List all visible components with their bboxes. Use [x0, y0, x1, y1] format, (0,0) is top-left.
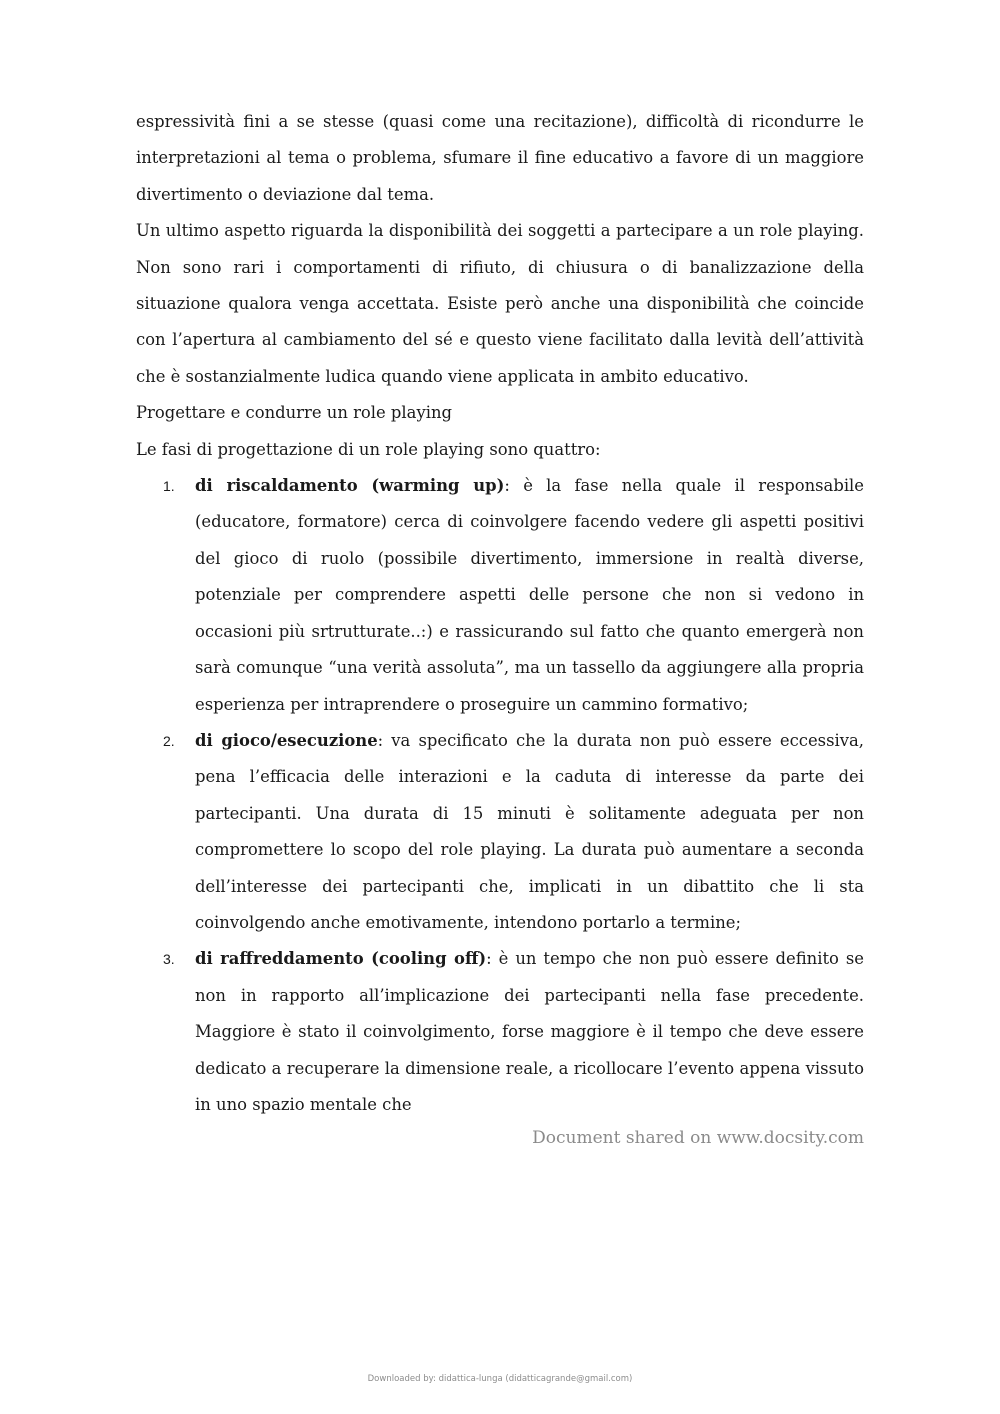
download-note: Downloaded by: didattica-lunga (didatticagrande@gmail.com) [367, 1374, 633, 1384]
list-item [136, 941, 864, 1123]
page-body [136, 104, 864, 1123]
section-heading: Progettare e condurre un role playing [136, 403, 452, 423]
phase-description: : va specificato che la durata non può essere eccessiva, pena l’efficacia delle interazioni e la caduta di interesse da parte dei partecipanti. Una durata di 15 minuti è solitamente adeguata per non compromettere lo scopo del role playing. La durata può aumentare a seconda dell’interesse dei partecipanti che, implicati in un dibattito che li sta coinvolgendo anche emotivamente, intendono portarlo a termine; [195, 730, 864, 932]
paragraph-phases-intro: Le fasi di progettazione di un role playing sono quattro: [136, 439, 601, 459]
list-item [136, 723, 864, 941]
list-marker: 2. [163, 732, 175, 749]
phase-term: di riscaldamento (warming up) [195, 476, 505, 496]
paragraph-intro-continuation: espressività fini a se stesse (quasi come una recitazione), difficoltà di ricondurre le interpretazioni al tema o problema, sfumare il fine educativo a favore di un maggiore divertimento o deviazione dal tema. [136, 112, 864, 204]
list-marker: 1. [163, 478, 175, 495]
phase-description: : è un tempo che non può essere definito se non in rapporto all’implicazione dei partecipanti nella fase precedente. Maggiore è stato il coinvolgimento, forse maggiore è il tempo che deve essere dedicato a recuperare la dimensione reale, a ricollocare l’evento appena vissuto in uno spazio mentale che [195, 949, 864, 1114]
phases-list [136, 468, 864, 1123]
phase-term: di raffreddamento (cooling off) [195, 949, 487, 969]
phase-term: di gioco/esecuzione [195, 730, 378, 750]
list-item [136, 468, 864, 723]
paragraph-availability: Un ultimo aspetto riguarda la disponibilità dei soggetti a partecipare a un role playing. Non sono rari i comportamenti di rifiuto, di chiusura o di banalizzazione della situazione qualora venga accettata. Esiste però anche una disponibilità che coincide con l’apertura al cambiamento del sé e questo viene facilitato dalla levità dell’attività che è sostanzialmente ludica quando viene applicata in ambito educativo. [136, 221, 864, 386]
list-marker: 3. [163, 951, 175, 968]
phase-description: : è la fase nella quale il responsabile (educatore, formatore) cerca di coinvolgere facendo vedere gli aspetti positivi del gioco di ruolo (possibile divertimento, immersione in realtà diverse, potenziale per comprendere aspetti delle persone che non si vedono in occasioni più srtrutturate..:) e rassicurando sul fatto che quanto emergerà non sarà comunque “una verità assoluta”, ma un tassello da aggiungere alla propria esperienza per intraprendere o proseguire un cammino formativo; [195, 476, 865, 714]
docsity-watermark: Document shared on www.docsity.com [532, 1128, 864, 1148]
